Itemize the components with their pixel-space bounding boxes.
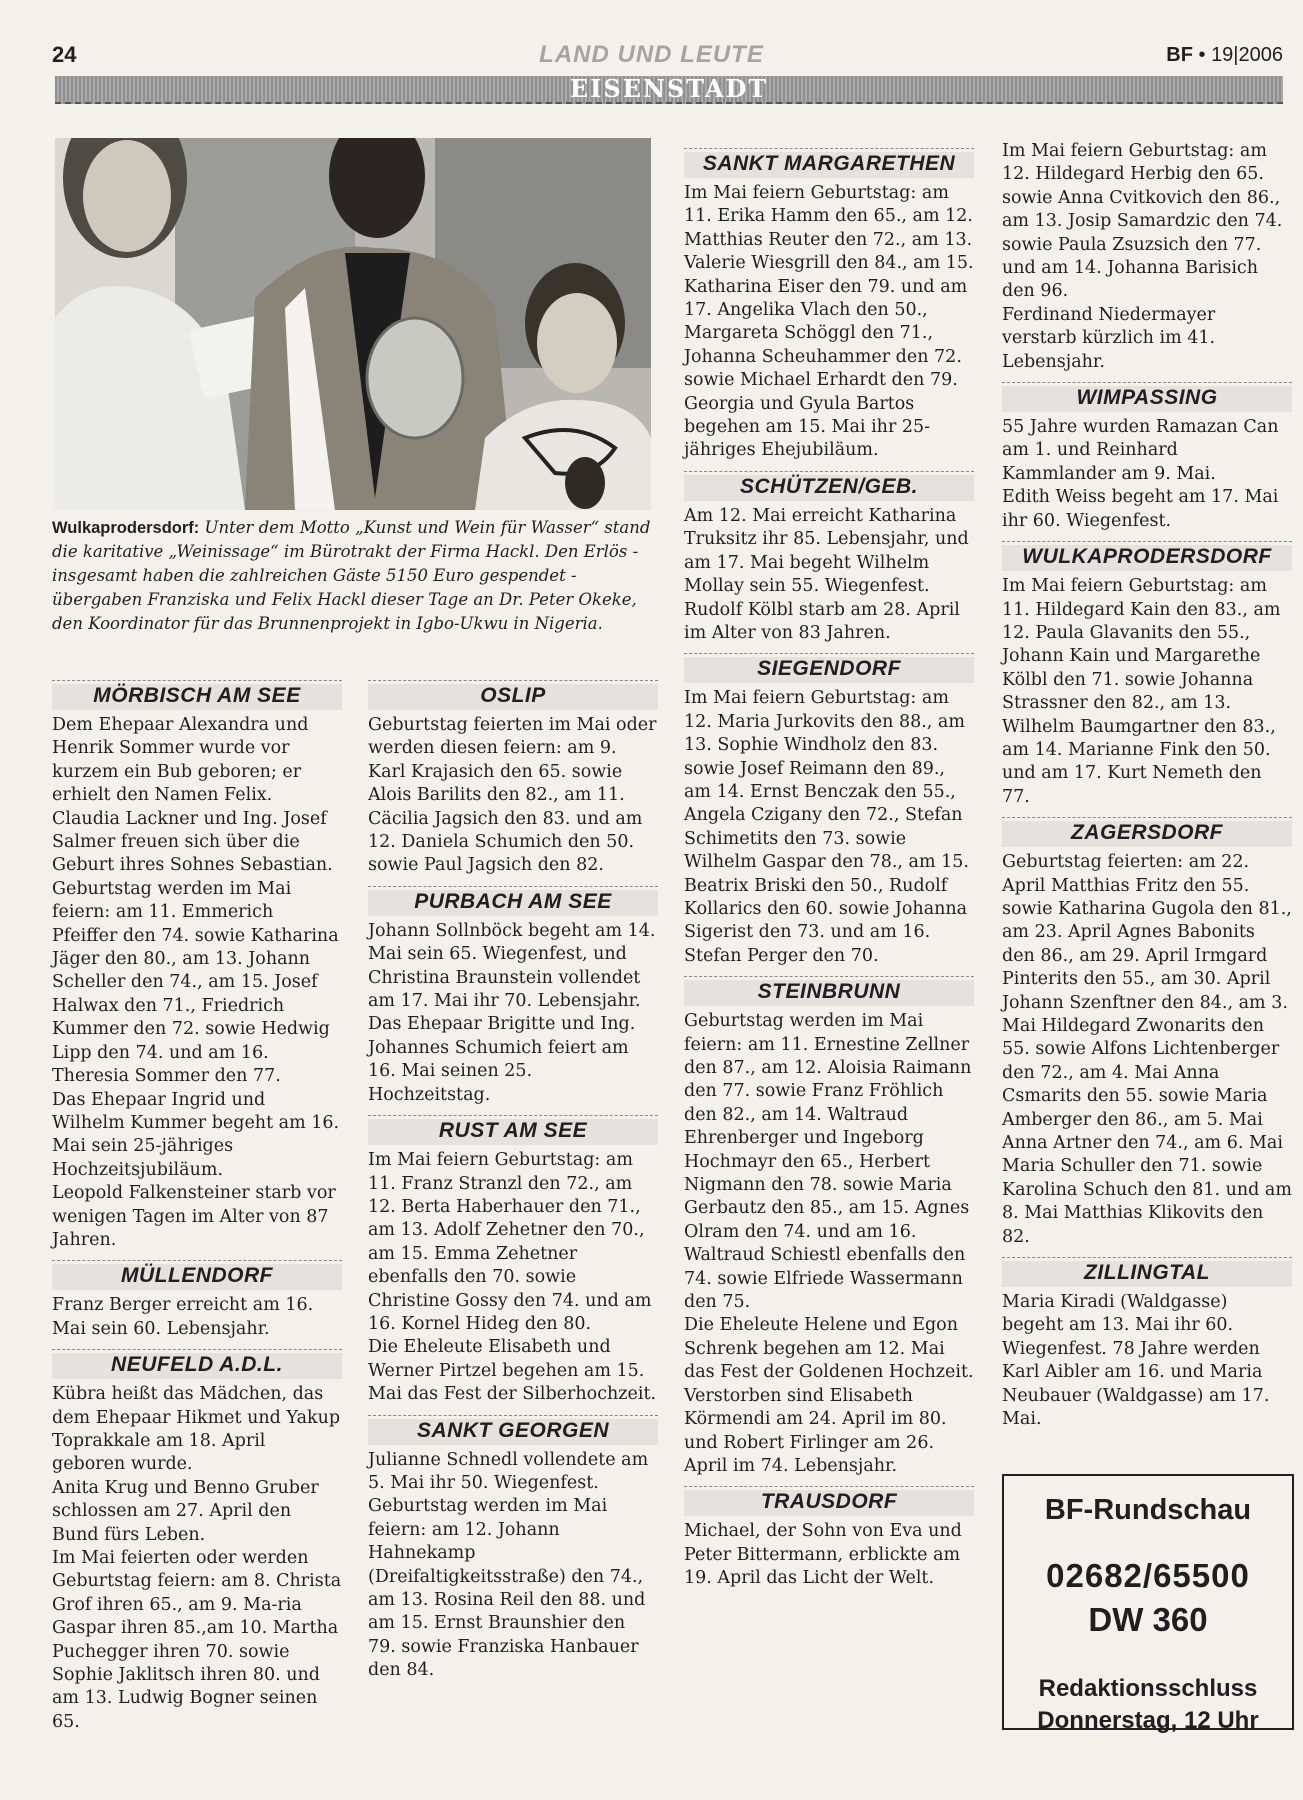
paragraph: Die Eheleute Elisabeth und Werner Pirtzel begehen am 15. Mai das Fest der Silberhochzeit. xyxy=(368,1337,657,1405)
contact-ad-box xyxy=(1002,1474,1294,1734)
paragraph: Georgia und Gyula Bartos begehen am 15. Mai ihr 25-jähriges Ehejubiläum. xyxy=(684,393,931,461)
paragraph: Das Ehepaar Ingrid und Wilhelm Kummer begeht am 16. Mai sein 25-jähriges Hochzeitsjubiläum. xyxy=(52,1089,340,1180)
heading-schuetzen: SCHÜTZEN/GEB. xyxy=(684,475,974,501)
paragraph: Im Mai feiern Geburtstag: am 11. Franz Stranzl den 72., am 12. Berta Haberhauer den 71., am 13. Adolf Zehetner den 70., am 15. Emma Zehetner ebenfalls den 70. sowie Christine Gossy den 74. und am 16. Kornel Hideg den 80. xyxy=(368,1150,652,1334)
paragraph: Im Mai feierten oder werden Geburtstag feiern: am 8. Christa Grof ihren 65., am 9. Ma-ria Gaspar ihren 85.,am 10. Martha Puchegger ihren 70. sowie Sophie Jaklitsch ihren 80. und am 13. Ludwig Bogner seinen 65. xyxy=(52,1548,342,1732)
paragraph: Franz Berger erreicht am 16. Mai sein 60. Lebensjahr. xyxy=(52,1295,314,1339)
section-heading xyxy=(684,976,974,1006)
paragraph: Geburtstag werden im Mai feiern: am 12. Johann Hahnekamp (Dreifaltigkeitsstraße) den 74., am 13. Rosina Reil den 88. und am 15. Ernst Braunshier den 79. sowie Franziska Hanbauer den 84. xyxy=(368,1496,646,1681)
caption-place: Wulkaprodersdorf: xyxy=(52,519,200,537)
photo-illustration xyxy=(55,138,651,510)
heading-neufeld: NEUFELD A.D.L. xyxy=(52,1353,342,1379)
paragraph: Kübra heißt das Mädchen, das dem Ehepaar Hikmet und Yakup Toprakkale am 18. April geboren wurde. xyxy=(52,1384,341,1475)
paragraph: Die Eheleute Helene und Egon Schrenk begehen am 12. Mai das Fest der Goldenen Hochzeit. xyxy=(684,1315,974,1383)
heading-sankt-margarethen: SANKT MARGARETHEN xyxy=(684,152,974,178)
publication-name: BF xyxy=(1166,44,1193,66)
section-heading xyxy=(368,886,658,916)
paragraph: Verstorben sind Elisabeth Körmendi am 24. April im 80. und Robert Firlinger am 26. April im 74. Lebensjahr. xyxy=(684,1385,947,1476)
region-label: EISENSTADT xyxy=(569,74,769,103)
paragraph: Julianne Schnedl vollendete am 5. Mai ihr 50. Wiegenfest. xyxy=(368,1449,649,1493)
ad-title: BF-Rundschau xyxy=(1044,1494,1252,1526)
column-2 xyxy=(368,672,658,1683)
paragraph: Geburtstag werden im Mai feiern: am 11. Ernestine Zellner den 87., am 12. Aloisia Raimann den 77. sowie Franz Fröhlich den 82., am 14. Waltraud Ehrenberger und Ingeborg Hochmayr den 65., Herbert Nigmann den 78. sowie Maria Gerbautz den 85., am 15. Agnes Olram den 74. und am 16. Waltraud Schiestl ebenfalls den 74. sowie Elfriede Wassermann den 75. xyxy=(684,1011,972,1313)
paragraph: Im Mai feiern Geburtstag: am 11. Erika Hamm den 65., am 12. Matthias Reuter den 72., am 13. Valerie Wiesgrill den 84., am 15. Katharina Eiser den 79. und am 17. Angelika Vlach den 50., Margareta Schöggl den 71., Johanna Scheuhammer den 72. sowie Michael Erhardt den 79. xyxy=(684,183,974,391)
heading-moerbisch: MÖRBISCH AM SEE xyxy=(52,684,342,710)
section-title: LAND UND LEUTE xyxy=(539,41,764,68)
heading-trausdorf: TRAUSDORF xyxy=(684,1490,974,1516)
section-heading xyxy=(368,680,658,710)
section-heading xyxy=(1002,541,1292,571)
caption-text: Unter dem Motto „Kunst und Wein für Wasser“ stand die karitative „Weinissage“ im Bürotrakt der Firma Hackl. Den Erlös - insgesamt haben die zahlreichen Gäste 5150 Euro gespendet - übergaben Franziska und Felix Hackl dieser Tage an Dr. Peter Okeke, den Koordinator für das Brunnenprojekt in Igbo-Ukwu in Nigeria. xyxy=(52,518,651,633)
section-heading xyxy=(368,1115,658,1145)
paragraph: 55 Jahre wurden Ramazan Can am 1. und Reinhard Kammlander am 9. Mai. xyxy=(1002,417,1279,484)
section-heading xyxy=(684,471,974,501)
paragraph: Geburtstag werden im Mai feiern: am 11. Emmerich Pfeiffer den 74. sowie Katharina Jäger den 80., am 13. Johann Scheller den 74., am 15. Josef Halwax den 71., Friedrich Kummer den 72. sowie Hedwig Lipp den 74. und am 16. Theresia Sommer den 77. xyxy=(52,878,339,1087)
paragraph: Geburtstag feierten: am 22. April Matthias Fritz den 55. sowie Katharina Gugola den 81., am 23. April Agnes Babonits den 86., am 29. April Irmgard Pinterits den 55., am 30. April Johann Szenftner den 84., am 3. Mai Hildegard Zwonarits den 55. sowie Alfons Lichtenberger den 72., am 4. Mai Anna Csmarits den 55. sowie Maria Amberger den 86., am 5. Mai Anna Artner den 74., am 6. Mai Maria Schuller den 71. sowie Karolina Schuch den 81. und am 8. Mai Matthias Klikovits den 82. xyxy=(1002,852,1292,1247)
ad-phone: 02682/65500 xyxy=(1046,1557,1250,1594)
section-heading xyxy=(684,653,974,683)
paragraph: Im Mai feiern Geburtstag: am 12. Hildegard Herbig den 65. sowie Anna Cvitkovich den 86., am 13. Josip Samardzic den 74. sowie Paula Zsuzsich den 77. und am 14. Johanna Barisich den 96. xyxy=(1002,141,1283,302)
paragraph: Edith Weiss begeht am 17. Mai ihr 60. Wiegenfest. xyxy=(1002,487,1279,531)
paragraph: Das Ehepaar Brigitte und Ing. Johannes Schumich feiert am 16. Mai seinen 25. Hochzeitstag. xyxy=(368,1014,636,1105)
separator: • xyxy=(1198,44,1206,66)
news-photo xyxy=(55,138,651,510)
region-banner xyxy=(55,76,1283,104)
issue-info xyxy=(1166,44,1283,67)
section-heading xyxy=(684,148,974,178)
section-heading xyxy=(1002,1257,1292,1287)
paragraph: Rudolf Kölbl starb am 28. April im Alter von 83 Jahren. xyxy=(684,599,960,643)
paragraph: Am 12. Mai erreicht Katharina Truksitz ihr 85. Lebensjahr, und am 17. Mai begeht Wilhelm Mollay sein 55. Wiegenfest. xyxy=(684,505,969,597)
section-heading xyxy=(52,680,342,710)
photo-caption xyxy=(52,516,652,636)
section-heading xyxy=(52,1260,342,1290)
heading-wimpassing: WIMPASSING xyxy=(1002,386,1292,412)
paragraph: Im Mai feiern Geburtstag: am 11. Hildegard Kain den 83., am 12. Paula Glavanits den 55., Johann Kain und Margarethe Kölbl den 71. sowie Johanna Strassner den 82., am 13. Wilhelm Baumgartner den 83., am 14. Marianne Fink den 50. und am 17. Kurt Nemeth den 77. xyxy=(1002,576,1281,807)
heading-siegendorf: SIEGENDORF xyxy=(684,657,974,683)
ad-extension: DW 360 xyxy=(1088,1601,1208,1638)
paragraph: Maria Kiradi (Waldgasse) begeht am 13. Mai ihr 60. Wiegenfest. 78 Jahre werden Karl Aibler am 16. und Maria Neubauer (Waldgasse) am 17. Mai. xyxy=(1002,1292,1270,1430)
page-number: 24 xyxy=(52,42,77,67)
heading-wulkaprodersdorf: WULKAPRODERSDORF xyxy=(1002,545,1292,571)
column-1 xyxy=(52,672,342,1734)
heading-rust: RUST AM SEE xyxy=(368,1119,658,1145)
issue-number: 19|2006 xyxy=(1211,44,1283,66)
heading-zillingtal: ZILLINGTAL xyxy=(1002,1261,1292,1287)
section-heading xyxy=(52,1349,342,1379)
ad-deadline-time: Donnerstag, 12 Uhr xyxy=(1037,1707,1259,1734)
paragraph: Michael, der Sohn von Eva und Peter Bittermann, erblickte am 19. April das Licht der Welt. xyxy=(684,1521,962,1589)
column-4 xyxy=(1002,140,1292,1432)
paragraph: Ferdinand Niedermayer verstarb kürzlich im 41. Lebensjahr. xyxy=(1002,304,1216,372)
paragraph: Anita Krug und Benno Gruber schlossen am 27. April den Bund fürs Leben. xyxy=(52,1477,319,1545)
paragraph: Johann Sollnböck begeht am 14. Mai sein 65. Wiegenfest, und Christina Braunstein vollendet am 17. Mai ihr 70. Lebensjahr. xyxy=(368,920,656,1012)
heading-oslip: OSLIP xyxy=(368,684,658,710)
section-heading xyxy=(368,1415,658,1445)
column-3 xyxy=(684,140,974,1591)
heading-sankt-georgen: SANKT GEORGEN xyxy=(368,1419,658,1445)
ad-deadline xyxy=(1004,1673,1292,1737)
paragraph: Dem Ehepaar Alexandra und Henrik Sommer wurde vor kurzem ein Bub geboren; er erhielt den Namen Felix. Claudia Lackner und Ing. Josef Salmer freuen sich über die Geburt ihres Sohnes Sebastian. xyxy=(52,715,333,876)
section-heading xyxy=(684,1486,974,1516)
paragraph: Im Mai feiern Geburtstag: am 12. Maria Jurkovits den 88., am 13. Sophie Windholz den 83. sowie Josef Reimann den 89., am 14. Ernst Benczak den 55., Angela Czigany den 72., Stefan Schimetits den 73. sowie Wilhelm Gaspar den 78., am 15. Beatrix Briski den 50., Rudolf Kollarics den 60. sowie Johanna Sigerist den 73. und am 16. Stefan Perger den 70. xyxy=(684,688,969,966)
heading-steinbrunn: STEINBRUNN xyxy=(684,980,974,1006)
section-heading xyxy=(1002,817,1292,847)
heading-zagersdorf: ZAGERSDORF xyxy=(1002,821,1292,847)
paragraph: Leopold Falkensteiner starb vor wenigen Tagen im Alter von 87 Jahren. xyxy=(52,1183,336,1250)
ad-deadline-label: Redaktionsschluss xyxy=(1038,1675,1258,1702)
paragraph: Geburtstag feierten im Mai oder werden diesen feiern: am 9. Karl Krajasich den 65. sowie Alois Barilits den 82., am 11. Cäcilia Jagsich den 83. und am 12. Daniela Schumich den 50. sowie Paul Jagsich den 82. xyxy=(368,715,657,876)
section-heading xyxy=(1002,382,1292,412)
heading-purbach: PURBACH AM SEE xyxy=(368,890,658,916)
heading-muellendorf: MÜLLENDORF xyxy=(52,1264,342,1290)
